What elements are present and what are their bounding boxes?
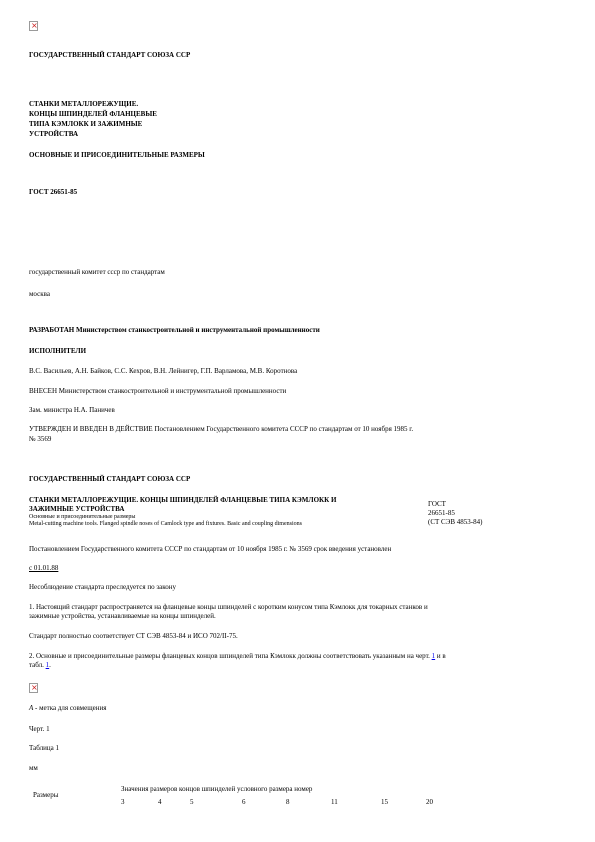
approved-line-1: УТВЕРЖДЕН И ВВЕДЕН В ДЕЙСТВИЕ Постановлением Государственного комитета СССР по стандартам от 10 ноября 1985 г. bbox=[29, 425, 414, 433]
executors-list: В.С. Васильев, А.Н. Байков, С.С. Кехров, В.Н. Лейнигер, Г.П. Варламова, М.В. Коротнова bbox=[29, 367, 298, 375]
introduced-line: ВНЕСЕН Министерством станкостроительной и инструментальной промышленности bbox=[29, 387, 287, 395]
para2-line-2 bbox=[29, 661, 51, 670]
standard-title-line-2: ЗАЖИМНЫЕ УСТРОЙСТВА bbox=[29, 505, 125, 513]
drawing-1-link[interactable]: 1 bbox=[431, 652, 436, 660]
penalty-line: Несоблюдение стандарта преследуется по закону bbox=[29, 583, 176, 591]
deputy-line: Зам. министра Н.А. Паничев bbox=[29, 406, 115, 414]
table-column-header: 11 bbox=[331, 798, 338, 806]
gost-number-right: 26651-85 bbox=[428, 509, 455, 517]
table-column-header: 15 bbox=[381, 798, 388, 806]
table-column-header: 5 bbox=[190, 798, 194, 806]
table-row-header: Размеры bbox=[33, 791, 59, 799]
table-column-header: 3 bbox=[121, 798, 125, 806]
drawing-label: Черт. 1 bbox=[29, 725, 50, 733]
mark-note bbox=[29, 704, 106, 713]
table-label: Таблица 1 bbox=[29, 744, 59, 752]
committee: государственный комитет ссср по стандартам bbox=[29, 268, 165, 276]
title-line-4: УСТРОЙСТВА bbox=[29, 130, 78, 138]
title-line-1: СТАНКИ МЕТАЛЛОРЕЖУЩИЕ. bbox=[29, 100, 139, 108]
para2-text-d: . bbox=[49, 661, 51, 669]
broken-image-icon bbox=[29, 21, 38, 31]
effective-date: с 01.01.88 bbox=[29, 564, 59, 572]
table-column-header: 8 bbox=[286, 798, 290, 806]
developed-text: РАЗРАБОТАН Министерством станкостроительной и инструментальной промышленности bbox=[29, 326, 320, 334]
mark-note-text: - метка для совмещения bbox=[33, 704, 107, 712]
para2-text-a: 2. Основные и присоединительные размеры фланцевых концов шпинделей типа Кэмлокк должны соответствовать указанным на черт. bbox=[29, 652, 430, 660]
gost-label: ГОСТ bbox=[428, 500, 446, 508]
state-standard-heading-2: ГОСУДАРСТВЕННЫЙ СТАНДАРТ СОЮЗА ССР bbox=[29, 475, 191, 483]
units-label: мм bbox=[29, 764, 38, 772]
conformity-line: Стандарт полностью соответствует СТ СЭВ 4853-84 и ИСО 702/II-75. bbox=[29, 632, 238, 640]
city: москва bbox=[29, 290, 50, 298]
table-column-header: 4 bbox=[158, 798, 162, 806]
developed-line bbox=[29, 326, 320, 335]
para2-text-b: и в bbox=[436, 652, 446, 660]
subtitle: ОСНОВНЫЕ И ПРИСОЕДИНИТЕЛЬНЫЕ РАЗМЕРЫ bbox=[29, 151, 205, 159]
para1-line-1: 1. Настоящий стандарт распространяется на фланцевые концы шпинделей с коротким конусом типа Кэмлокк для токарных станков и bbox=[29, 603, 428, 611]
table-column-header: 6 bbox=[242, 798, 246, 806]
state-standard-heading: ГОСУДАРСТВЕННЫЙ СТАНДАРТ СОЮЗА ССР bbox=[29, 51, 191, 59]
standard-title-en: Metal-cutting machine tools. Flanged spindle noses of Camlock type and fixtures. Basic and coupling dimensions bbox=[29, 521, 302, 527]
approved-line-2: № 3569 bbox=[29, 435, 52, 443]
title-line-2: КОНЦЫ ШПИНДЕЛЕЙ ФЛАНЦЕВЫЕ bbox=[29, 110, 157, 118]
title-line-3: ТИПА КЭМЛОКК И ЗАЖИМНЫЕ bbox=[29, 120, 143, 128]
executors-label: ИСПОЛНИТЕЛИ bbox=[29, 347, 87, 355]
para1-line-2: зажимные устройства, устанавливаемые на концы шпинделей. bbox=[29, 612, 216, 620]
mark-note-letter: А bbox=[29, 704, 34, 712]
table-1-link[interactable]: 1 bbox=[45, 661, 50, 669]
table-group-header: Значения размеров концов шпинделей условного размера номер bbox=[121, 785, 313, 793]
standard-title-ru-sub: Основные и присоединительные размеры bbox=[29, 514, 136, 520]
para2-text-c: табл. bbox=[29, 661, 44, 669]
para2-line-1 bbox=[29, 652, 446, 661]
standard-title-line-1: СТАНКИ МЕТАЛЛОРЕЖУЩИЕ. КОНЦЫ ШПИНДЕЛЕЙ ФЛАНЦЕВЫЕ ТИПА КЭМЛОКК И bbox=[29, 496, 337, 504]
decree-line: Постановлением Государственного комитета СССР по стандартам от 10 ноября 1985 г. № 3569 срок введения установлен bbox=[29, 545, 392, 553]
gost-number: ГОСТ 26651-85 bbox=[29, 188, 78, 196]
gost-cst: (СТ СЭВ 4853-84) bbox=[428, 518, 483, 526]
drawing-broken-image-icon bbox=[29, 683, 38, 693]
table-column-header: 20 bbox=[426, 798, 433, 806]
